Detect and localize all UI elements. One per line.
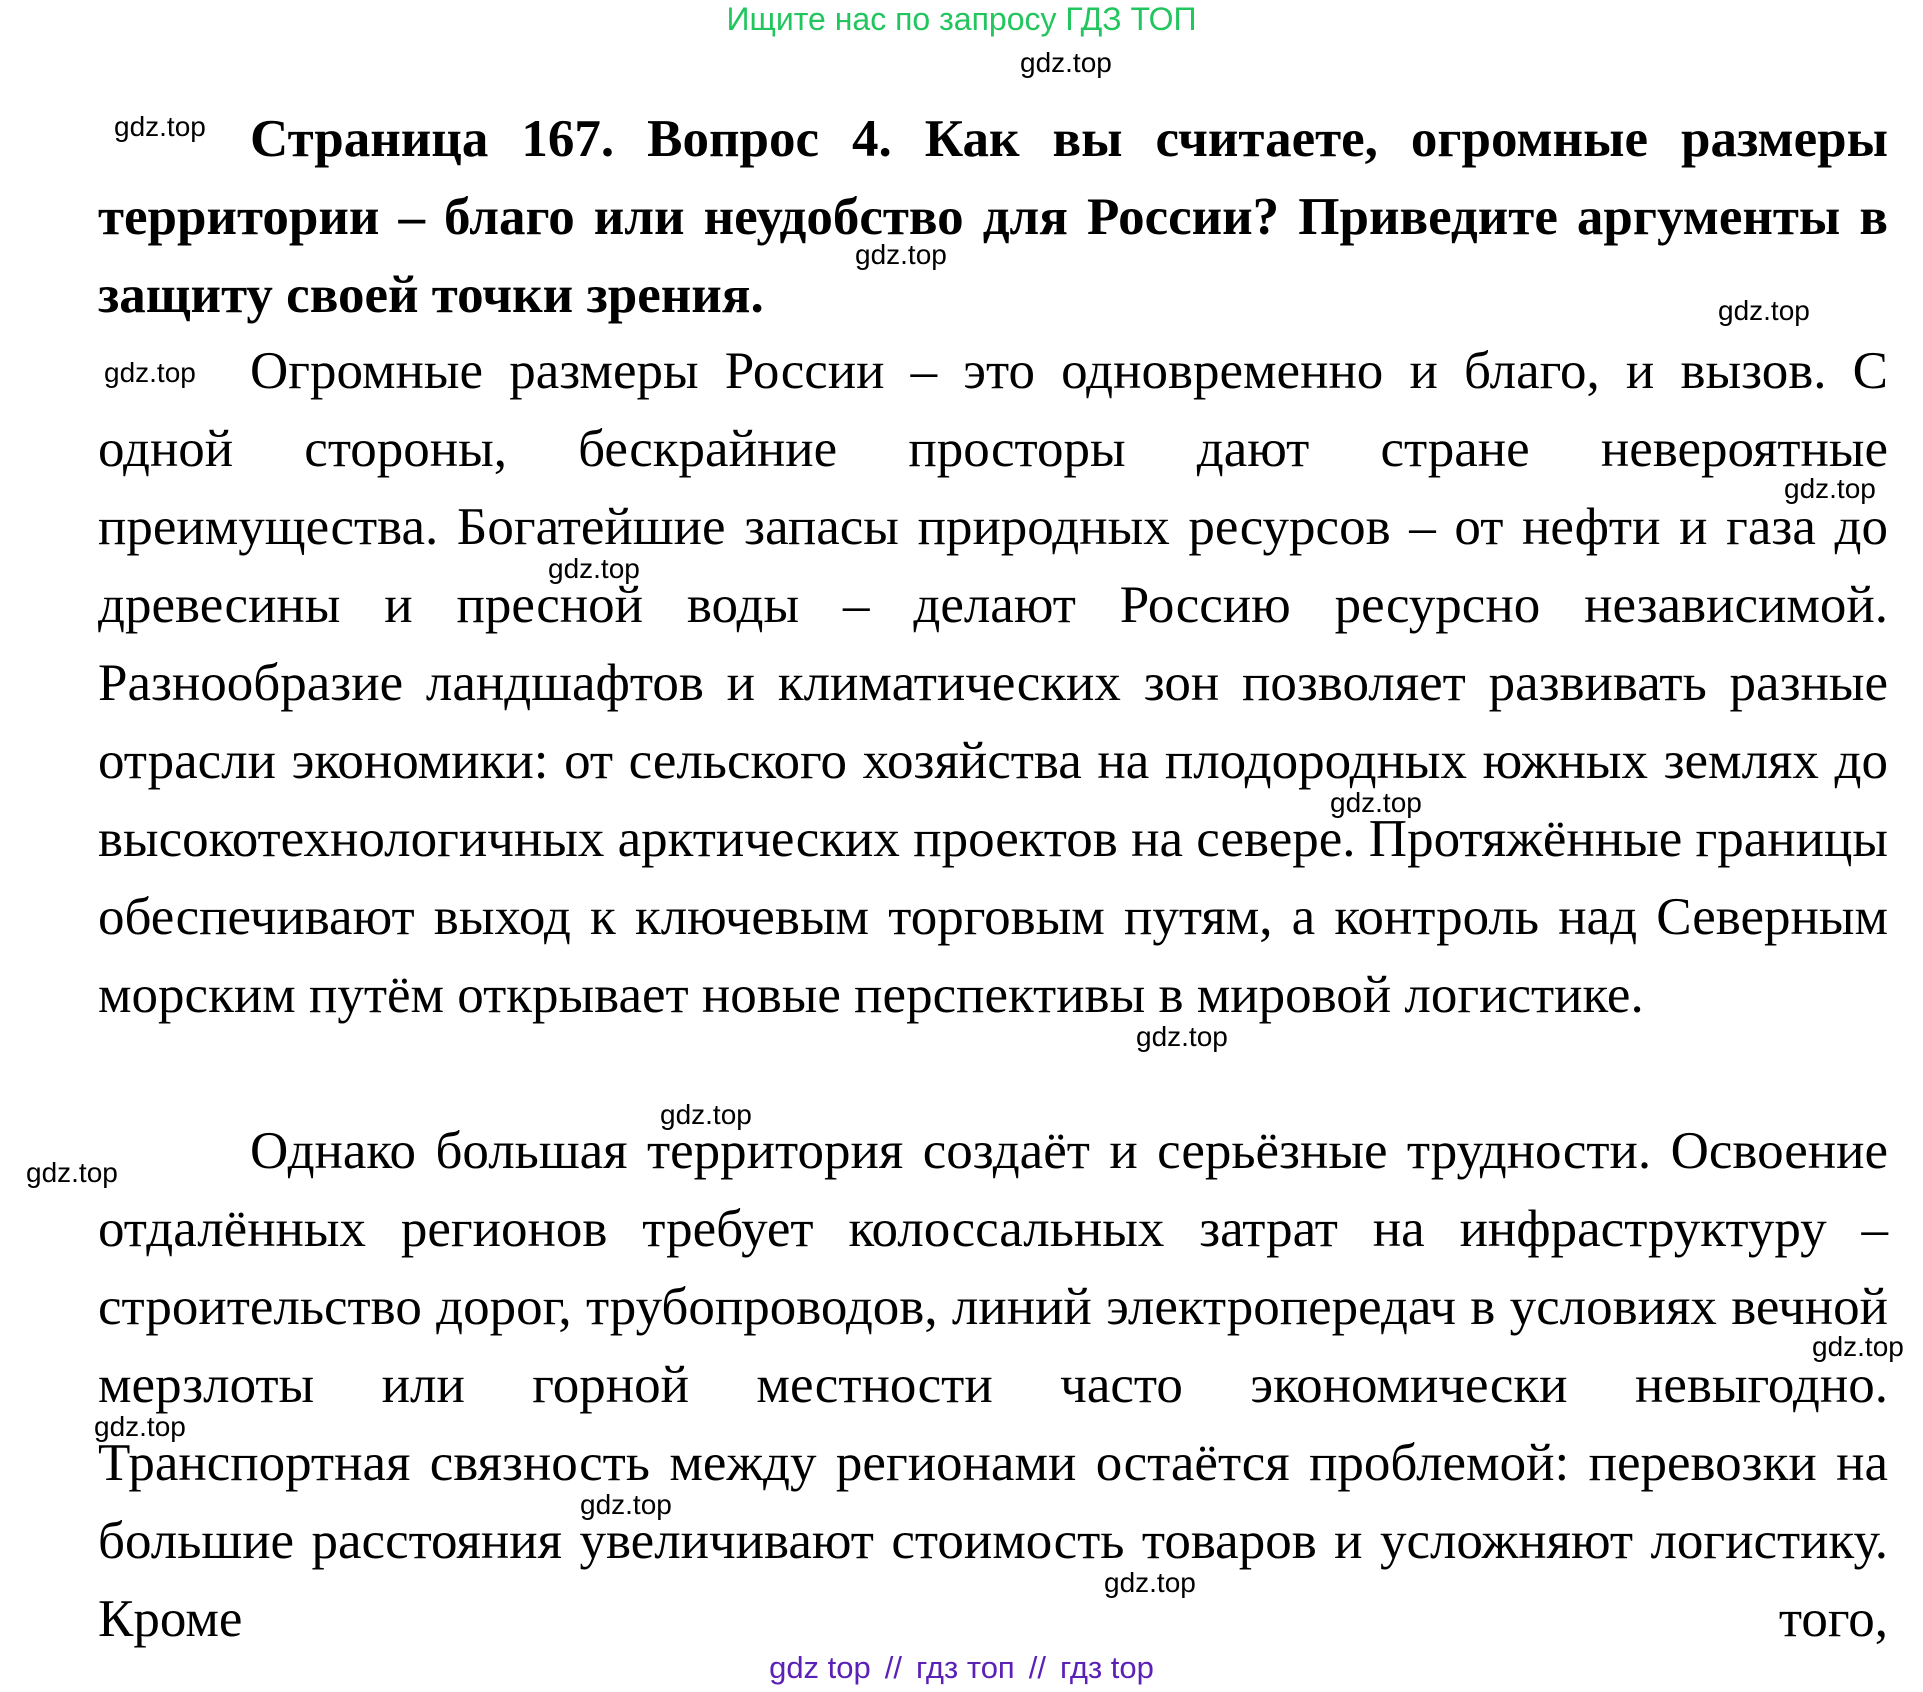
answer-paragraph-1: Огромные размеры России – это одновременно и благо, и вызов. С одной стороны, бескрайние просторы дают стране невероятные преимущества. Богатейшие запасы природных ресурсов – от нефти и газа до древесины и пресной воды – делают Россию ресурсно независимой. Разнообразие ландшафтов и климатических зон позволяет развивать разные отрасли экономики: от сельского хозяйства на плодородных южных землях до высокотехнологичных арктических проектов на севере. Протяжённые границы обеспечивают выход к ключевым торговым путям, а контроль над Северным морским путём открывает новые перспективы в мировой логистике. <box>98 342 1888 1024</box>
watermark: gdz.top <box>1718 295 1810 326</box>
watermark: gdz.top <box>114 111 206 142</box>
watermark: gdz.top <box>1020 47 1112 78</box>
watermark: gdz.top <box>660 1099 752 1130</box>
question-title: Страница 167. Вопрос 4. <box>250 110 892 168</box>
question-heading <box>98 100 1888 334</box>
watermark: gdz.top <box>855 239 947 270</box>
watermark: gdz.top <box>94 1411 186 1442</box>
search-banner[interactable]: Ищите нас по запросу ГДЗ ТОП <box>726 1 1197 37</box>
footer-link-gdz-top[interactable]: gdz top <box>769 1650 871 1685</box>
question-text: Как вы считаете, огромные размеры территории – благо или неудобство для России? Приведите аргументы в защиту своей точки зрения. <box>98 110 1888 324</box>
watermark: gdz.top <box>1812 1331 1904 1362</box>
footer-link-gdz-top-mixed[interactable]: гдз top <box>1059 1650 1154 1685</box>
footer-separator: // <box>1028 1650 1046 1685</box>
watermark: gdz.top <box>1330 787 1422 818</box>
watermark: gdz.top <box>26 1157 118 1188</box>
answer-paragraph-2: Однако большая территория создаёт и серьёзные трудности. Освоение отдалённых регионов требует колоссальных затрат на инфраструктуру – строительство дорог, трубопроводов, линий электропередач в условиях вечной мерзлоты или горной местности часто экономически невыгодно. Транспортная связность между регионами остаётся проблемой: перевозки на большие расстояния увеличивают стоимость товаров и усложняют логистику. Кроме того, <box>98 1122 1888 1648</box>
watermark: gdz.top <box>1784 473 1876 504</box>
watermark: gdz.top <box>1136 1021 1228 1052</box>
footer-link-gdz-top-ru[interactable]: гдз топ <box>916 1650 1015 1685</box>
footer-links <box>0 1650 1923 1686</box>
watermark: gdz.top <box>548 553 640 584</box>
watermark: gdz.top <box>104 357 196 388</box>
watermark: gdz.top <box>1104 1567 1196 1598</box>
watermark: gdz.top <box>580 1489 672 1520</box>
footer-separator: // <box>884 1650 903 1685</box>
